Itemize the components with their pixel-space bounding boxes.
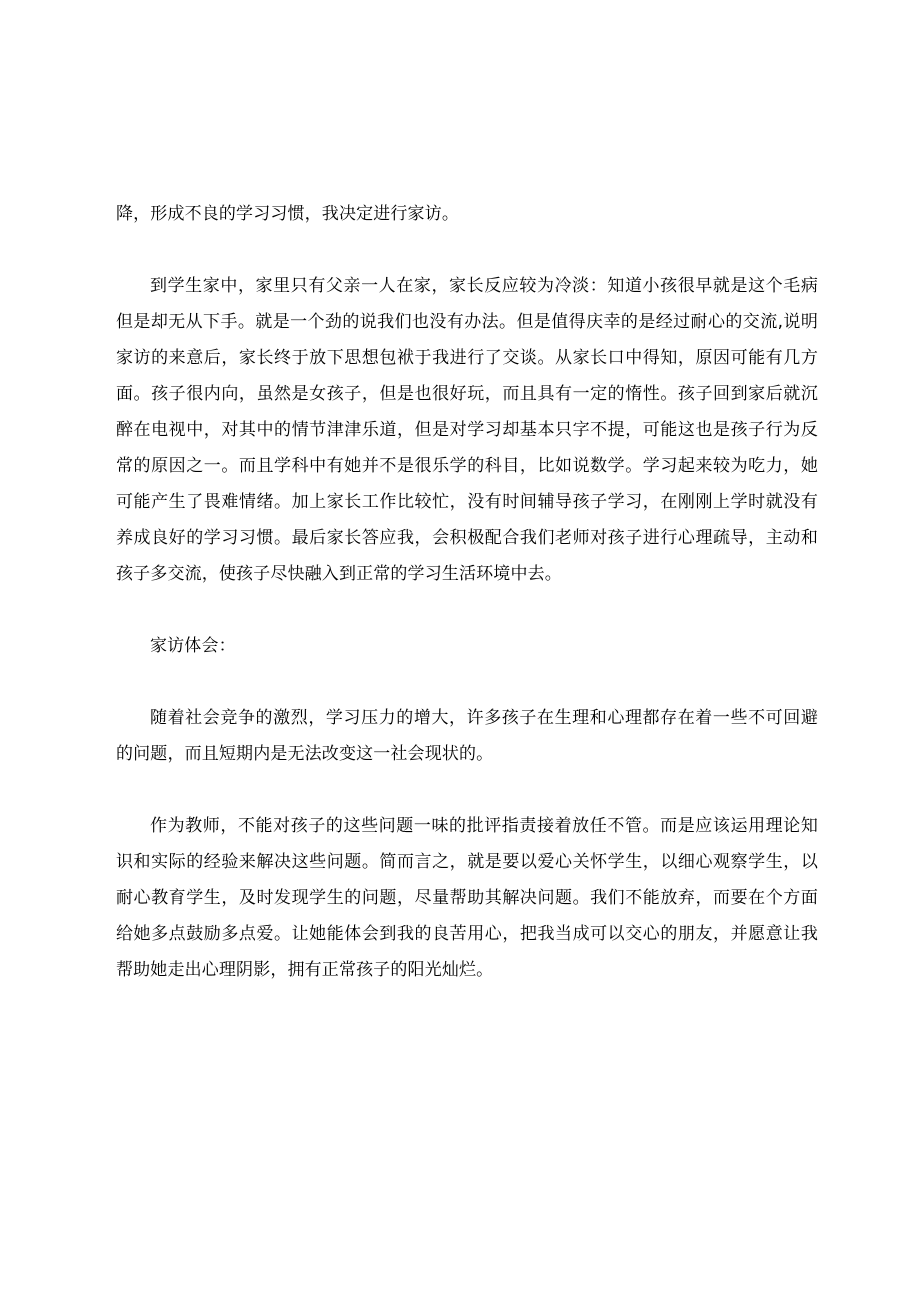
document-body [116,196,818,988]
paragraph-gap [116,664,818,700]
paragraph-reflection-2: 作为教师，不能对孩子的这些问题一味的批评指责接着放任不管。而是应该运用理论知识和实际的经验来解决这些问题。简而言之，就是要以爱心关怀学生，以细心观察学生，以耐心教育学生，及时发现学生的问题，尽量帮助其解决问题。我们不能放弃，而要在个方面给她多点鼓励多点爱。让她能体会到我的良苦用心，把我当成可以交心的朋友，并愿意让我帮助她走出心理阴影，拥有正常孩子的阳光灿烂。 [116,816,818,980]
paragraph-gap [116,772,818,808]
paragraph-home-visit: 到学生家中，家里只有父亲一人在家，家长反应较为冷淡：知道小孩很早就是这个毛病但是却无从下手。就是一个劲的说我们也没有办法。但是值得庆幸的是经过耐心的交流,说明家访的来意后，家长终于放下思想包袱于我进行了交谈。从家长口中得知，原因可能有几方面。孩子很内向，虽然是女孩子，但是也很好玩，而且具有一定的惰性。孩子回到家后就沉醉在电视中，对其中的情节津津乐道，但是对学习却基本只字不提，可能这也是孩子行为反常的原因之一。而且学科中有她并不是很乐学的科目，比如说数学。学习起来较为吃力，她可能产生了畏难情绪。加上家长工作比较忙，没有时间辅导孩子学习，在刚刚上学时就没有养成良好的学习习惯。最后家长答应我，会积极配合我们老师对孩子进行心理疏导，主动和孩子多交流，使孩子尽快融入到正常的学习生活环境中去。 [116,276,818,584]
section-heading: 家访体会： [150,636,236,656]
paragraph-gap [116,232,818,268]
paragraph-gap [116,592,818,628]
paragraph-reflection-1: 随着社会竞争的激烈，学习压力的增大，许多孩子在生理和心理都存在着一些不可回避的问题，而且短期内是无法改变这一社会现状的。 [116,708,818,764]
paragraph-continuation: 降，形成不良的学习习惯，我决定进行家访。 [116,204,459,224]
